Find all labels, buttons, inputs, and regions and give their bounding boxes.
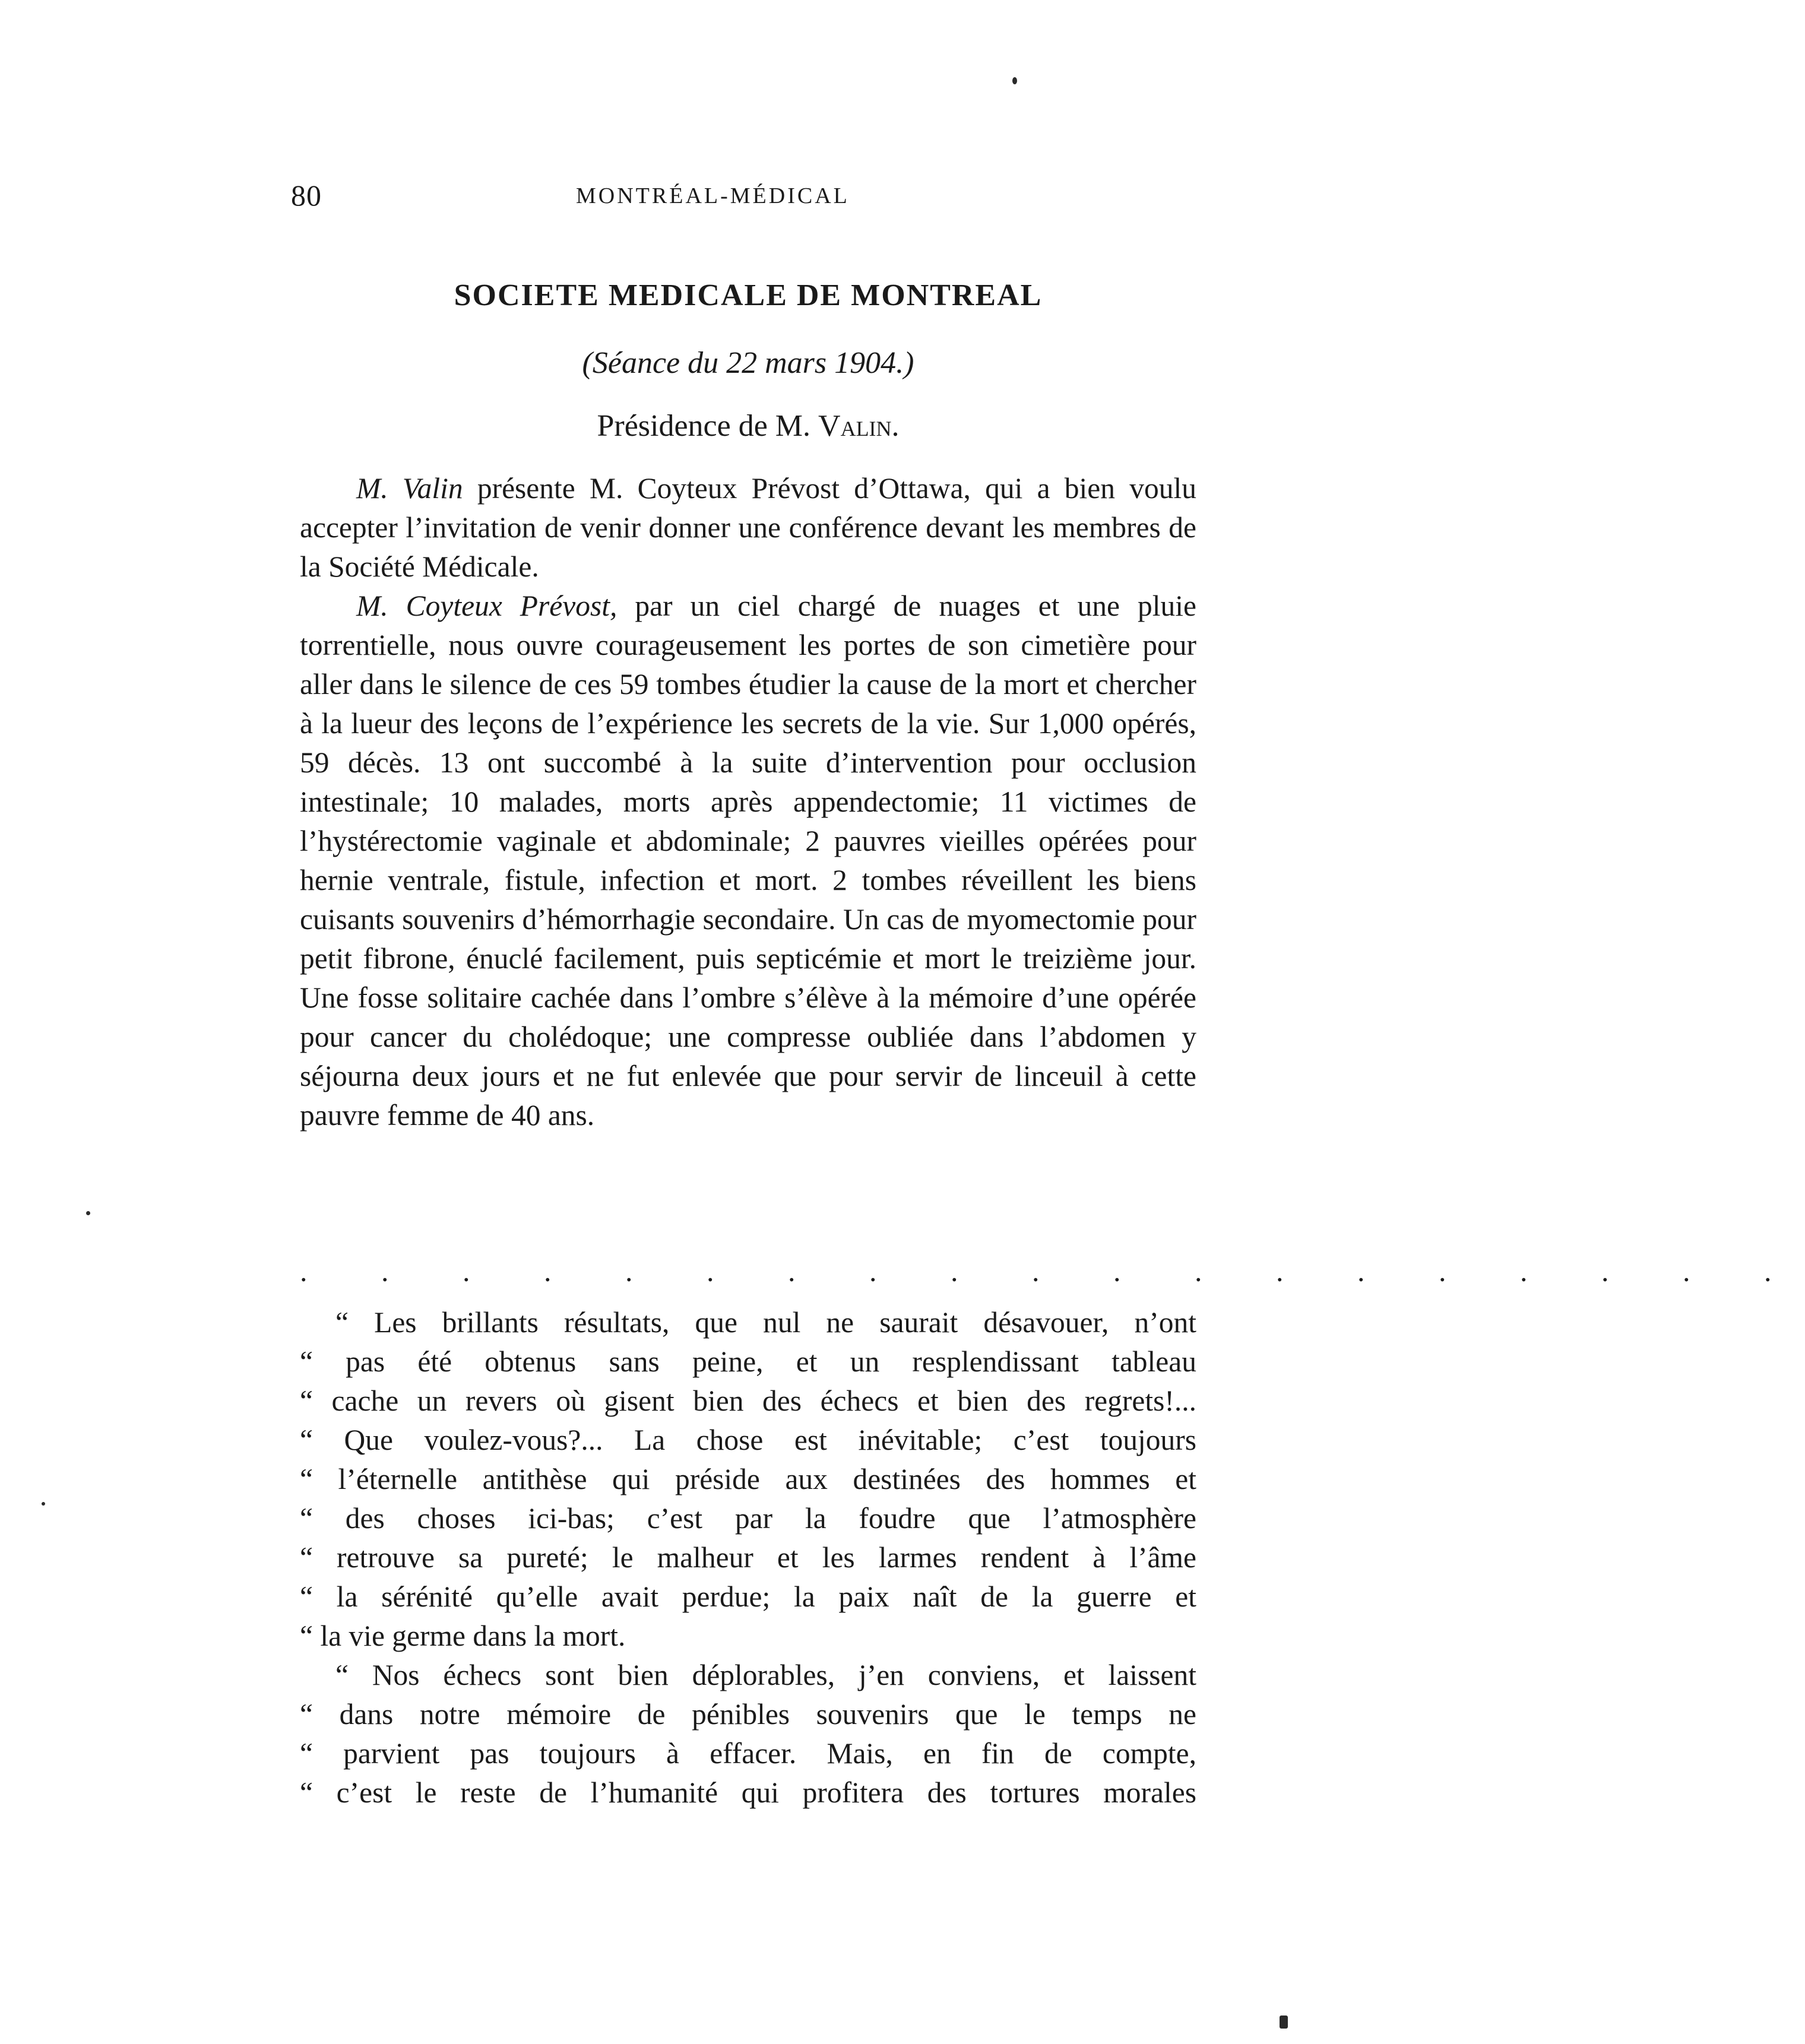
running-head — [291, 178, 1205, 220]
quote-line: “ la vie germe dans la mort. — [300, 1620, 626, 1652]
quote-line: “ la sérénité qu’elle avait perdue; la paix naît de la guerre et — [300, 1580, 1196, 1613]
quotation — [300, 1303, 1196, 1812]
scan-speck — [86, 1211, 90, 1215]
quote-line: “ pas été obtenus sans peine, et un resplendissant tableau — [300, 1345, 1196, 1378]
journal-title: MONTRÉAL-MÉDICAL — [576, 183, 850, 208]
page-number: 80 — [291, 179, 322, 212]
presidence-name: Valin. — [818, 409, 900, 443]
session-date-text: (Séance du 22 mars 1904.) — [582, 346, 914, 380]
paragraph-1 — [300, 469, 1196, 587]
paragraph-2-text: par un ciel chargé de nuages et une pluie torrentielle, nous ouvre courageusement les portes de son cimetière pour aller dans le silence de ces 59 tombes étudier la cause de la mort et chercher à la lueur des leçons de l’expérience les secrets de la vie. Sur 1,000 opérés, 59 décès. 13 ont succombé à la suite d’intervention pour occlusion intestinale; 10 malades, morts après appendectomie; 11 victimes de l’hystérectomie vaginale et abdominale; 2 pauvres vieilles opérées pour hernie ventrale, fistule, infection et mort. 2 tombes réveillent les biens cuisants souvenirs d’hémorrhagie secondaire. Un cas de myomectomie pour petit fibrone, énuclé facilement, puis septicémie et mort le treizième jour. Une fosse solitaire cachée dans l’ombre s’élève à la mémoire d’une opérée pour cancer du cholédoque; une compresse oubliée dans l’abdomen y séjourna deux jours et ne fut enlevée que pour servir de linceuil à cette pauvre femme de 40 ans. — [300, 590, 1197, 1132]
quote-line: “ Que voulez-vous?... La chose est inévitable; c’est toujours — [300, 1424, 1196, 1456]
scan-speck — [1012, 77, 1017, 84]
quote-line: “ Nos échecs sont bien déplorables, j’en conviens, et laissent — [335, 1659, 1196, 1691]
quote-line: “ des choses ici-bas; c’est par la foudre que l’atmosphère — [300, 1502, 1196, 1535]
quote-line: “ Les brillants résultats, que nul ne saurait désavouer, n’ont — [335, 1306, 1196, 1339]
quote-line: “ l’éternelle antithèse qui préside aux destinées des hommes et — [300, 1463, 1196, 1495]
session-date — [291, 346, 1205, 381]
quote-line: “ retrouve sa pureté; le malheur et les larmes rendent à l’âme — [300, 1541, 1196, 1574]
paragraph-2 — [300, 587, 1196, 1135]
quote-line: “ parvient pas toujours à effacer. Mais, en fin de compte, — [300, 1737, 1196, 1770]
scan-speck — [42, 1502, 45, 1506]
paragraph-1-lead: M. Valin — [356, 472, 463, 505]
quote-line: “ cache un revers où gisent bien des échecs et bien des regrets!... — [300, 1384, 1196, 1417]
article-body — [300, 469, 1196, 1135]
quote-line: “ dans notre mémoire de pénibles souvenirs que le temps ne — [300, 1698, 1196, 1731]
quote-line: “ c’est le reste de l’humanité qui profitera des tortures morales — [300, 1776, 1196, 1809]
paragraph-2-lead: M. Coyteux Prévost, — [356, 590, 618, 622]
article-title: SOCIETE MEDICALE DE MONTREAL — [454, 278, 1043, 312]
scan-speck — [1280, 2016, 1288, 2029]
presidence-prefix: Présidence de M. — [597, 409, 819, 443]
ellipsis-separator: . . . . . . . . . . . . . . . . . . . — [300, 1254, 1805, 1288]
presidence-line — [291, 408, 1205, 443]
paragraph-1-text: présente M. Coyteux Prévost d’Ottawa, qui a bien voulu accepter l’invitation de venir donner une conférence devant les membres de la Société Médicale. — [300, 472, 1196, 583]
